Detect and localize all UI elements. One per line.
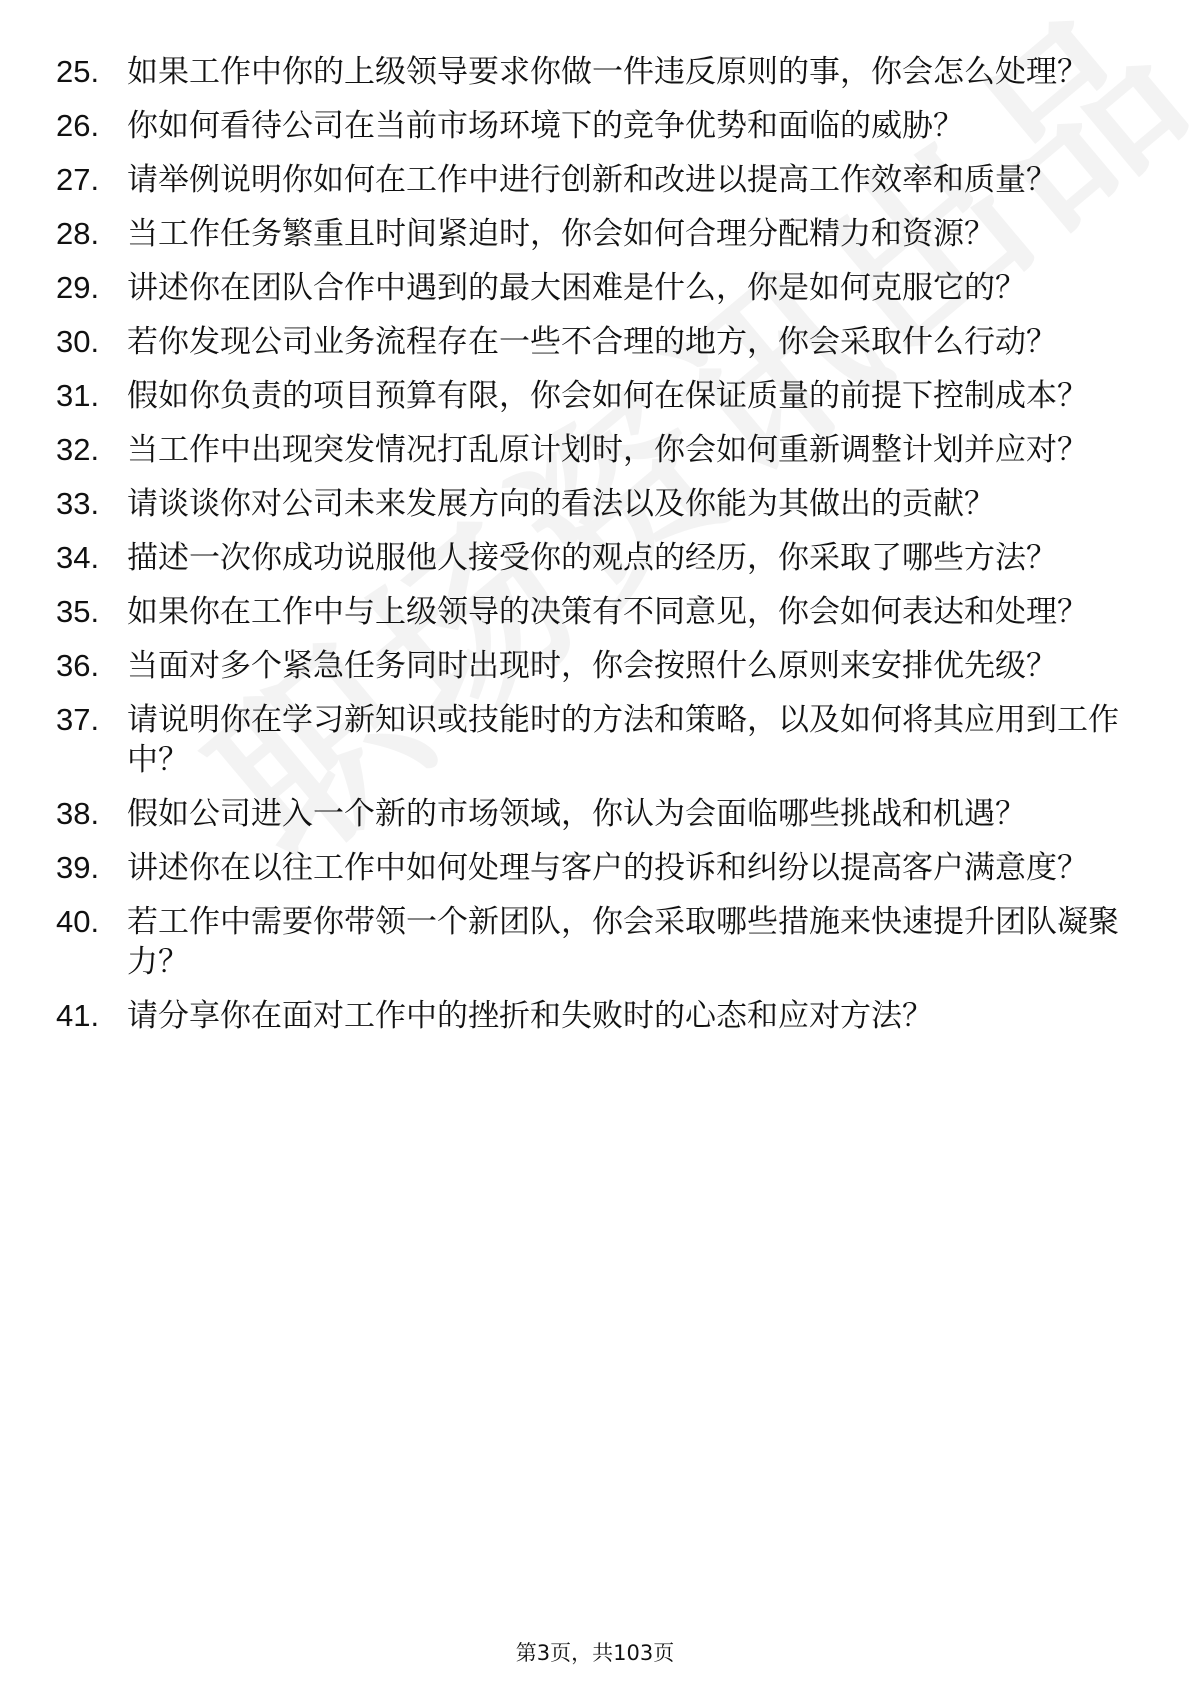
question-text: 如果你在工作中与上级领导的决策有不同意见，你会如何表达和处理？ [127,594,1088,630]
question-item [0,268,1190,308]
question-item [0,592,1190,632]
question-number: 31. [56,378,100,413]
question-text: 如果工作中你的上级领导要求你做一件违反原则的事，你会怎么处理？ [127,54,1088,90]
question-item [0,996,1190,1036]
question-text: 若工作中需要你带领一个新团队，你会采取哪些措施来快速提升团队凝聚力？ [127,904,1119,980]
question-text: 讲述你在团队合作中遇到的最大困难是什么，你是如何克服它的？ [127,270,1026,306]
page-footer [0,1640,1190,1666]
question-number: 40. [56,904,100,939]
question-item [0,902,1190,982]
question-list [0,52,1190,1050]
question-text: 讲述你在以往工作中如何处理与客户的投诉和纠纷以提高客户满意度？ [127,850,1088,886]
question-item [0,322,1190,362]
question-text: 假如公司进入一个新的市场领域，你认为会面临哪些挑战和机遇？ [127,796,1026,832]
question-item [0,52,1190,92]
question-item [0,794,1190,834]
question-item [0,214,1190,254]
question-number: 41. [56,998,100,1033]
question-text: 请谈谈你对公司未来发展方向的看法以及你能为其做出的贡献？ [127,486,995,522]
question-number: 32. [56,432,100,467]
question-item [0,376,1190,416]
question-text: 描述一次你成功说服他人接受你的观点的经历，你采取了哪些方法？ [127,540,1057,576]
question-number: 37. [56,702,100,737]
question-number: 38. [56,796,100,831]
question-number: 26. [56,108,100,143]
question-text: 请说明你在学习新知识或技能时的方法和策略，以及如何将其应用到工作中？ [127,702,1119,778]
question-number: 35. [56,594,100,629]
question-item [0,106,1190,146]
question-text: 若你发现公司业务流程存在一些不合理的地方，你会采取什么行动？ [127,324,1057,360]
page-number-label: 第3页，共103页 [515,1641,675,1665]
question-number: 39. [56,850,100,885]
question-number: 28. [56,216,100,251]
question-item [0,538,1190,578]
question-text: 假如你负责的项目预算有限，你会如何在保证质量的前提下控制成本？ [127,378,1088,414]
question-item [0,700,1190,780]
question-item [0,484,1190,524]
question-item [0,848,1190,888]
question-number: 25. [56,54,100,89]
question-text: 当面对多个紧急任务同时出现时，你会按照什么原则来安排优先级？ [127,648,1057,684]
question-number: 34. [56,540,100,575]
question-number: 30. [56,324,100,359]
question-text: 你如何看待公司在当前市场环境下的竞争优势和面临的威胁？ [127,108,964,144]
question-item [0,646,1190,686]
question-item [0,430,1190,470]
question-text: 请举例说明你如何在工作中进行创新和改进以提高工作效率和质量？ [127,162,1057,198]
question-item [0,160,1190,200]
question-text: 当工作任务繁重且时间紧迫时，你会如何合理分配精力和资源？ [127,216,995,252]
question-number: 27. [56,162,100,197]
question-text: 当工作中出现突发情况打乱原计划时，你会如何重新调整计划并应对？ [127,432,1088,468]
question-number: 36. [56,648,100,683]
question-text: 请分享你在面对工作中的挫折和失败时的心态和应对方法？ [127,998,933,1034]
question-number: 29. [56,270,100,305]
question-number: 33. [56,486,100,521]
